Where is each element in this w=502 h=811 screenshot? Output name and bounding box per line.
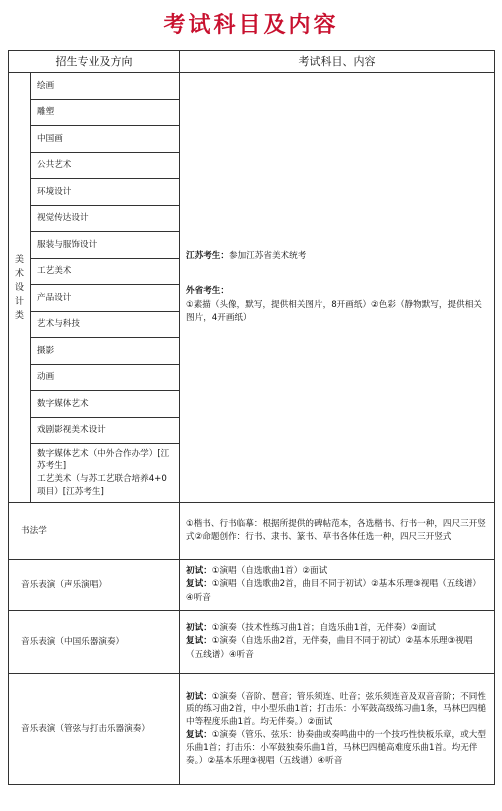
category-cell <box>9 73 31 503</box>
label-retest: 复试： <box>186 579 212 590</box>
text-retest: ①演奏（自选乐曲2首，无伴奏，曲目不同于初试）②基本乐理③视唱（五线谱）④听音 <box>186 636 473 660</box>
label-initial: 初试： <box>186 565 212 576</box>
major-item-combined <box>31 444 180 503</box>
table-row <box>9 503 495 560</box>
major-item: 环境设计 <box>31 179 180 206</box>
table-row <box>9 674 495 785</box>
header-row <box>9 51 495 73</box>
label-retest: 复试： <box>186 636 212 647</box>
text-initial: ①演奏（音阶、琶音；管乐须连、吐音；弦乐须连音及双音音阶；不同性质的练习曲2首，中小型乐曲1首；打击乐：小军鼓高级练习曲1条，马林巴四槌中等程度乐曲1首。均无伴奏。）②面试 <box>186 691 486 728</box>
page-title: 考试科目及内容 <box>163 12 339 38</box>
major-item: 摄影 <box>31 338 180 365</box>
header-major: 招生专业及方向 <box>9 51 180 73</box>
major-item: 戏剧影视美术设计 <box>31 417 180 444</box>
label-jiangsu: 江苏考生： <box>186 250 229 261</box>
label-retest: 复试： <box>186 730 212 740</box>
major-music-wind: 音乐表演（管弦与打击乐器演奏） <box>9 674 180 785</box>
music-wind-content <box>180 674 495 785</box>
table-row <box>9 73 495 100</box>
major-item: 艺术与科技 <box>31 311 180 338</box>
major-item: 服装与服饰设计 <box>31 232 180 259</box>
major-item: 视觉传达设计 <box>31 205 180 232</box>
major-item: 工艺美术 <box>31 258 180 285</box>
music-chinese-content <box>180 611 495 674</box>
text-initial: ①演奏（技术性练习曲1首；自选乐曲1首，无伴奏）②面试 <box>211 622 436 633</box>
major-item: 动画 <box>31 364 180 391</box>
table-row <box>9 560 495 611</box>
major-item: 产品设计 <box>31 285 180 312</box>
text-initial: ①演唱（自选歌曲1首）②面试 <box>211 565 328 576</box>
music-vocal-content <box>180 560 495 611</box>
major-music-vocal: 音乐表演（声乐演唱） <box>9 560 180 611</box>
major-item: 雕塑 <box>31 99 180 126</box>
text-other-province: ①素描（头像，默写，提供相关图片，8开画纸）②色彩（静物默写，提供相关图片，4开画纸） <box>186 299 482 323</box>
major-item: 数字媒体艺术 <box>31 391 180 418</box>
text-retest: ①演唱（自选歌曲2首，曲目不同于初试）②基本乐理③视唱（五线谱）④听音 <box>186 579 482 603</box>
fine-arts-content <box>180 73 495 503</box>
header-content: 考试科目、内容 <box>180 51 495 73</box>
text-jiangsu: 参加江苏省美术统考 <box>228 250 307 261</box>
major-item-line: 数字媒体艺术（中外合作办学）[江苏考生] <box>37 448 170 472</box>
label-initial: 初试： <box>186 691 212 702</box>
label-other-province: 外省考生： <box>186 286 229 296</box>
major-calligraphy: 书法学 <box>9 503 180 560</box>
calligraphy-content: ①楷书、行书临摹：根据所提供的碑帖范本，各选楷书、行书一种，四尺三开竖式②命题创作：行书、隶书、篆书、草书各体任选一种，四尺三开竖式 <box>180 503 495 560</box>
exam-table <box>8 50 495 785</box>
table-row <box>9 611 495 674</box>
label-initial: 初试： <box>186 622 212 633</box>
major-music-chinese: 音乐表演（中国乐器演奏） <box>9 611 180 674</box>
category-label: 美术设计类 <box>14 254 24 321</box>
major-item: 中国画 <box>31 126 180 153</box>
text-retest: ①演奏（管乐、弦乐：协奏曲或奏鸣曲中的一个技巧性快板乐章，或大型乐曲1首；打击乐：小军鼓独奏乐曲1首，马林巴四槌高难度乐曲1首。均无伴奏。）②基本乐理③视唱（五线谱）④听音 <box>186 730 486 766</box>
major-item: 绘画 <box>31 73 180 100</box>
major-item-line: 工艺美术（与苏工艺联合培养4+0项目）[江苏考生] <box>37 474 167 497</box>
major-item: 公共艺术 <box>31 152 180 179</box>
